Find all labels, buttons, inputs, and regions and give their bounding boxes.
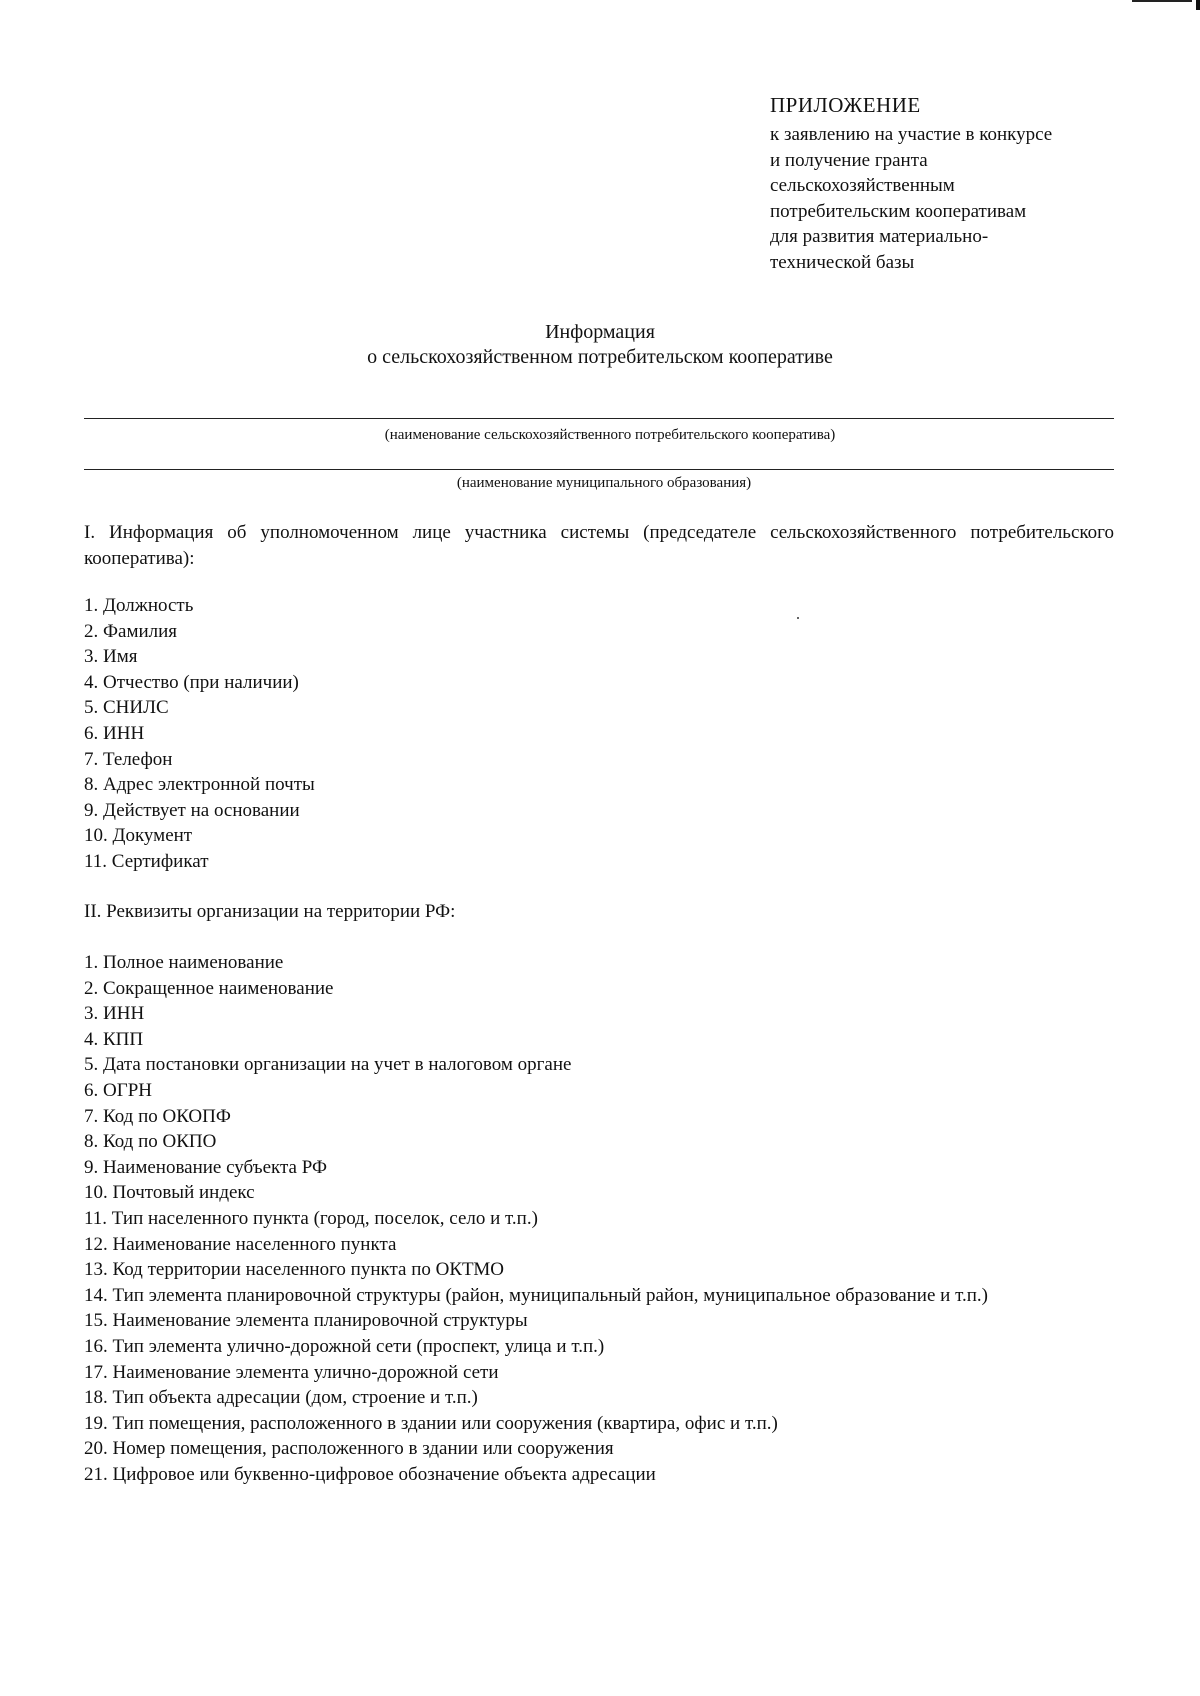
list-item: 3. ИНН xyxy=(84,1003,145,1025)
list-item: 3. Имя xyxy=(84,646,138,668)
list-item: 11. Сертификат xyxy=(84,850,209,872)
appendix-title: ПРИЛОЖЕНИЕ xyxy=(770,93,921,117)
list-item: 21. Цифровое или буквенно-цифровое обозначение объекта адресации xyxy=(84,1463,656,1485)
list-item: 9. Действует на основании xyxy=(84,799,300,821)
cooperative-name-line xyxy=(84,418,1114,419)
list-item: 15. Наименование элемента планировочной структуры xyxy=(84,1310,528,1332)
appendix-line: для развития материально- xyxy=(770,226,989,247)
list-item: 6. ИНН xyxy=(84,722,145,744)
scan-edge-line xyxy=(1132,0,1192,2)
list-item: 5. Дата постановки организации на учет в налоговом органе xyxy=(84,1054,572,1076)
list-item: 8. Код по ОКПО xyxy=(84,1131,217,1153)
section-2-list xyxy=(84,950,1114,1487)
appendix-block xyxy=(770,92,1170,275)
appendix-line: технической базы xyxy=(770,251,915,273)
section-1-heading: I. Информация об уполномоченном лице участника системы (председателе сельскохозяйственного потребительского кооператива): xyxy=(84,522,1114,569)
document-subtitle: о сельскохозяйственном потребительском кооперативе xyxy=(367,346,833,368)
appendix-line: и получение гранта xyxy=(770,149,928,171)
list-item: 4. Отчество (при наличии) xyxy=(84,671,299,693)
scan-edge-mark xyxy=(1196,0,1200,10)
section-1-list xyxy=(84,593,1114,875)
list-item: 5. СНИЛС xyxy=(84,697,169,719)
list-item: 10. Почтовый индекс xyxy=(84,1182,255,1204)
list-item: 1. Должность xyxy=(84,595,194,616)
list-item: 18. Тип объекта адресации (дом, строение и т.п.) xyxy=(84,1387,478,1409)
list-item: 8. Адрес электронной почты xyxy=(84,774,315,796)
municipality-name-caption: (наименование муниципального образования) xyxy=(456,475,752,491)
list-item: 12. Наименование населенного пункта xyxy=(84,1233,397,1255)
list-item: 16. Тип элемента улично-дорожной сети (проспект, улица и т.п.) xyxy=(84,1335,605,1357)
list-item: 11. Тип населенного пункта (город, поселок, село и т.п.) xyxy=(84,1207,538,1229)
list-item: 19. Тип помещения, расположенного в здании или сооружения (квартира, офис и т.п.) xyxy=(84,1412,778,1434)
list-item: 2. Сокращенное наименование xyxy=(84,977,334,999)
cooperative-name-caption: (наименование сельскохозяйственного потребительского кооператива) xyxy=(384,427,836,443)
list-item: 10. Документ xyxy=(84,825,193,847)
list-item: 2. Фамилия xyxy=(84,620,178,642)
list-item: 9. Наименование субъекта РФ xyxy=(84,1156,327,1178)
list-item: 4. КПП xyxy=(84,1028,144,1050)
list-item: 13. Код территории населенного пункта по ОКТМО xyxy=(84,1259,504,1281)
list-item: 6. ОГРН xyxy=(84,1079,152,1101)
list-item: 1. Полное наименование xyxy=(84,952,284,973)
list-item: 14. Тип элемента планировочной структуры (район, муниципальный район, муниципальное образование и т.п.) xyxy=(84,1284,988,1306)
list-item: 20. Номер помещения, расположенного в здании или сооружения xyxy=(84,1438,614,1460)
list-item: 7. Код по ОКОПФ xyxy=(84,1105,231,1127)
list-item: 17. Наименование элемента улично-дорожной сети xyxy=(84,1361,499,1383)
document-title: Информация xyxy=(545,321,655,343)
municipality-name-line xyxy=(84,469,1114,470)
appendix-line: сельскохозяйственным xyxy=(770,175,955,196)
appendix-line: потребительским кооперативам xyxy=(770,200,1027,222)
section-2-heading: II. Реквизиты организации на территории РФ: xyxy=(84,901,456,922)
appendix-line: к заявлению на участие в конкурсе xyxy=(770,124,1053,145)
list-item: 7. Телефон xyxy=(84,748,173,770)
